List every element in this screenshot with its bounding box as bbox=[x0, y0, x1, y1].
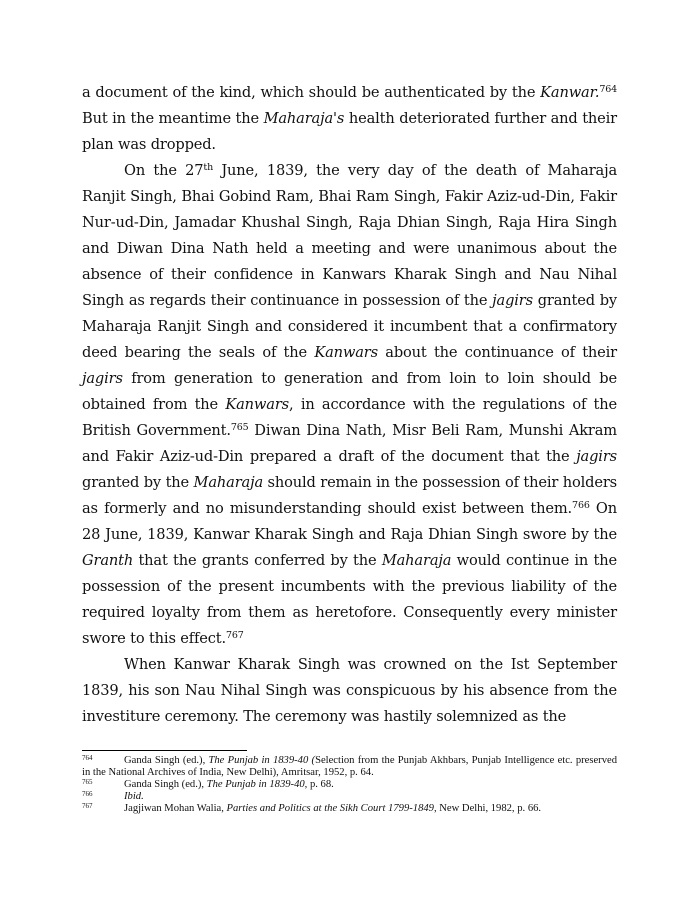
footnotes bbox=[82, 755, 617, 815]
text-run: health deteriorated further and their plan was dropped. bbox=[82, 110, 618, 153]
text-run: a document of the kind, which should be authenticated by the bbox=[82, 84, 541, 101]
footnote: 767 Jagjiwan Mohan Walia, Parties and Politics at the Sikh Court 1799-1849, New Delhi, 1982, p. 66. bbox=[82, 802, 542, 814]
paragraph bbox=[82, 158, 617, 652]
footnote: 765 Ganda Singh (ed.), The Punjab in 1839-40, p. 68. bbox=[82, 778, 334, 790]
text-run: When Kanwar Kharak Singh was crowned on the Ist September 1839, his son Nau Nihal Singh was conspicuous by his absence from the investiture ceremony. The ceremony was hastily solemnized as the bbox=[82, 656, 617, 725]
text-run: Ganda Singh (ed.), bbox=[124, 779, 207, 790]
paragraph bbox=[82, 652, 617, 730]
italic-text: Maharaja's bbox=[263, 110, 345, 127]
footnote: 764 Ganda Singh (ed.), The Punjab in 1839-40 (Selection from the Punjab Akhbars, Punjab Intelligence etc. preserved in the National Archives of India, New Delhi), Amritsar, 1952, p. 64. bbox=[82, 754, 617, 778]
footnote-reference: 767 bbox=[225, 630, 244, 641]
footnote-reference: 764 bbox=[599, 84, 617, 95]
text-run: that the grants conferred by the bbox=[133, 552, 382, 569]
italic-text: Kanwars bbox=[225, 396, 289, 413]
italic-text: The Punjab in 1839-40 ( bbox=[208, 755, 316, 766]
paragraph bbox=[82, 80, 617, 158]
text-run: Jagjiwan Mohan Walia, bbox=[124, 803, 227, 814]
italic-text: The Punjab in 1839-40, bbox=[206, 779, 308, 790]
text-run: would continue in the possession of the present incumbents with the previous liability of the required loyalty from them as heretofore. Consequently every minister swore to this effect. bbox=[82, 552, 617, 647]
text-run: should remain in the possession of their holders as formerly and no misunderstanding should exist between them. bbox=[82, 474, 617, 517]
text-run: June, 1839, the very day of the death of Maharaja Ranjit Singh, Bhai Gobind Ram, Bhai Ram Singh, Fakir Aziz-ud-Din, Fakir Nur-ud-Din, Jamadar Khushal Singh, Raja Dhian Singh, Raja Hira Singh and Diwan Dina Nath held a meeting and were unanimous about the absence of their confidence in Kanwars Kharak Singh and Nau Nihal Singh as regards their continuance in possession of the bbox=[82, 162, 617, 309]
text-run: Ganda Singh (ed.), bbox=[124, 755, 209, 766]
italic-text: Kanwar. bbox=[540, 84, 600, 101]
italic-text: jagirs bbox=[576, 448, 617, 465]
page-body bbox=[82, 80, 617, 730]
italic-text: Maharaja bbox=[193, 474, 263, 491]
text-run: about the continuance of their bbox=[377, 344, 618, 361]
text-run: granted by Maharaja Ranjit Singh and considered it incumbent that a confirmatory deed bearing the seals of the bbox=[82, 292, 617, 361]
italic-text: Kanwars bbox=[314, 344, 378, 361]
text-run: , in accordance with the regulations of the British Government. bbox=[82, 396, 617, 439]
text-run: Diwan Dina Nath, Misr Beli Ram, Munshi Akram and Fakir Aziz-ud-Din prepared a draft of the document that the bbox=[82, 422, 617, 465]
footnote-reference: th bbox=[203, 162, 214, 173]
text-run: On 28 June, 1839, Kanwar Kharak Singh and Raja Dhian Singh swore by the bbox=[82, 500, 617, 543]
footnote-reference: 765 bbox=[230, 422, 249, 433]
italic-text: Maharaja bbox=[381, 552, 452, 569]
italic-text: Granth bbox=[82, 552, 134, 569]
text-run: Selection from the Punjab Akhbars, Punjab Intelligence etc. preserved in the National Archives of India, New Delhi), Amritsar, 1952, p. 64. bbox=[82, 755, 617, 778]
italic-text: jagirs bbox=[82, 370, 123, 387]
italic-text: jagirs bbox=[492, 292, 533, 309]
footnote: 766 Ibid. bbox=[82, 790, 144, 802]
text-run: , New Delhi, 1982, p. 66. bbox=[433, 803, 542, 814]
text-run: On the 27 bbox=[124, 162, 204, 179]
text-run: p. 68. bbox=[307, 779, 334, 790]
italic-text: Ibid. bbox=[124, 791, 144, 802]
footnote-separator bbox=[82, 750, 247, 751]
text-run: granted by the bbox=[82, 474, 194, 491]
footnote-reference: 766 bbox=[572, 500, 590, 511]
text-run: from generation to generation and from loin to loin should be obtained from the bbox=[82, 370, 617, 413]
text-run: But in the meantime the bbox=[82, 110, 264, 127]
italic-text: Parties and Politics at the Sikh Court 1799-1849 bbox=[226, 803, 434, 814]
